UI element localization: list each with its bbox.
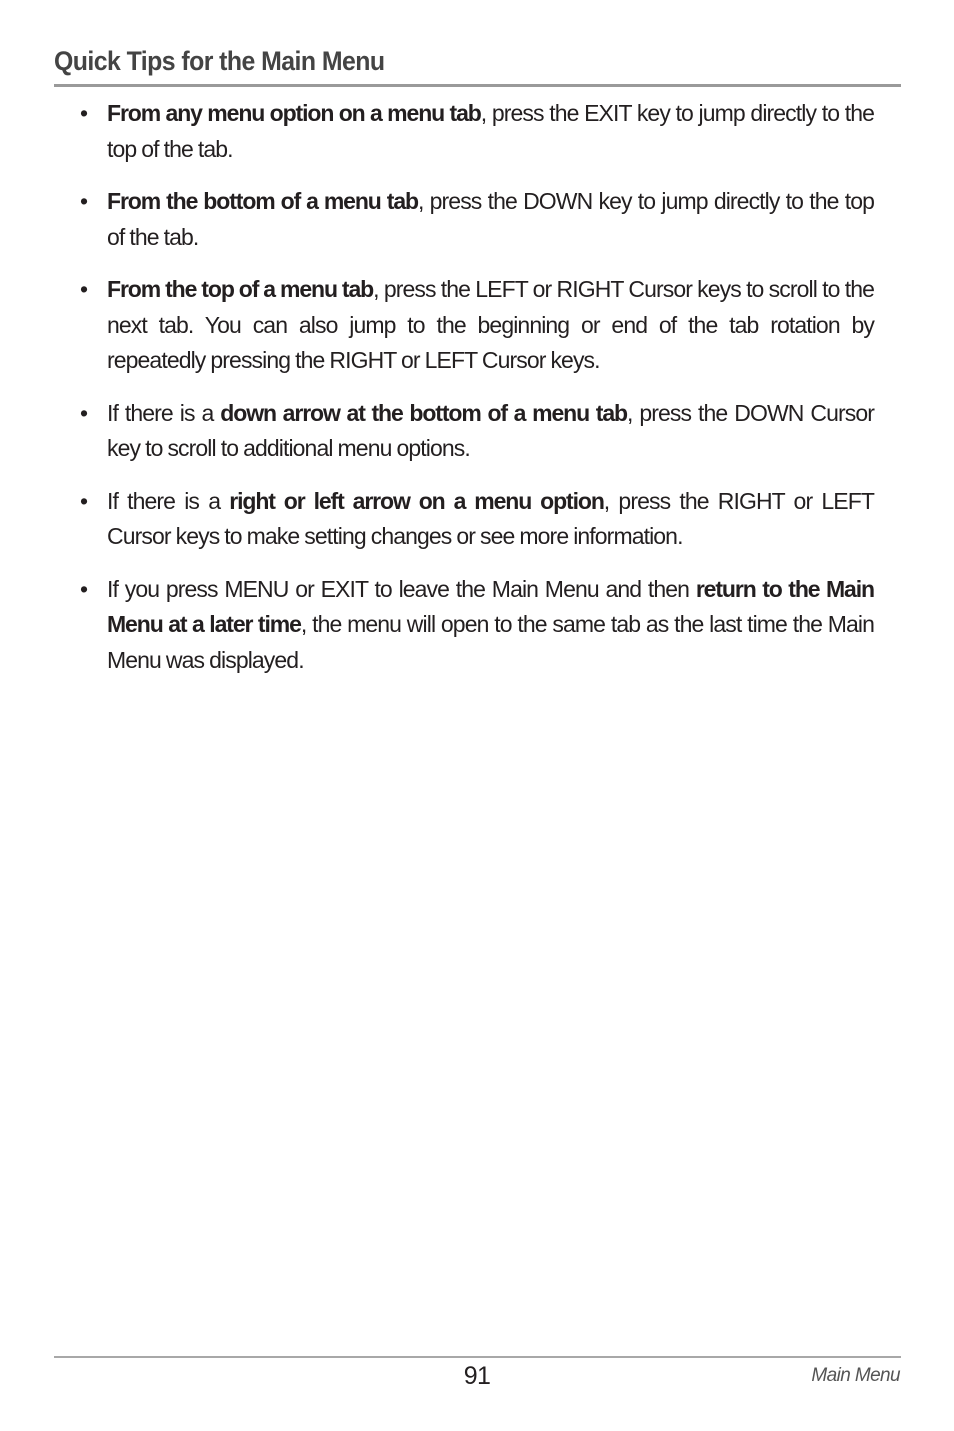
- title-divider: [54, 84, 901, 87]
- bullet: •: [80, 575, 88, 602]
- list-item: [80, 272, 874, 379]
- bullet: •: [80, 100, 88, 126]
- tip-text-before: If there is a: [107, 399, 221, 426]
- tip-emphasis: down arrow at the bottom of a menu tab: [220, 399, 627, 426]
- list-item: [80, 484, 874, 555]
- bullet: •: [80, 487, 88, 514]
- tip-text-after: , press the LEFT or RIGHT Cursor keys to scroll to the next tab. You can also jump to the beginning or end of the tab rotation by repeatedly pressing the RIGHT or LEFT Cursor keys.: [107, 276, 874, 373]
- tip-text-after: , the menu will open to the same tab as the last time the Main Menu was displayed.: [107, 611, 874, 673]
- list-item: [80, 396, 874, 467]
- list-item: [80, 184, 874, 255]
- bullet: •: [80, 188, 88, 214]
- footer-section-label: Main Menu: [811, 1365, 900, 1386]
- tip-text-after: , press the RIGHT or LEFT Cursor keys to make setting changes or see more information.: [107, 487, 874, 549]
- tip-text-after: , press the DOWN Cursor key to scroll to additional menu options.: [107, 399, 874, 461]
- tip-text-before: If you press MENU or EXIT to leave the Main Menu and then: [107, 575, 696, 602]
- tip-emphasis: From the top of a menu tab: [107, 276, 374, 302]
- tip-emphasis: right or left arrow on a menu option: [229, 487, 604, 514]
- tip-emphasis: return to the Main Menu at a later time: [107, 575, 874, 637]
- footer-divider: [54, 1356, 901, 1358]
- tip-emphasis: From the bottom of a menu tab: [107, 188, 418, 214]
- tip-emphasis: From any menu option on a menu tab: [107, 100, 481, 126]
- tip-text-after: , press the EXIT key to jump directly to the top of the tab.: [107, 100, 874, 162]
- tip-text-after: , press the DOWN key to jump directly to the top of the tab.: [107, 188, 874, 250]
- tip-text-before: If there is a: [107, 487, 230, 514]
- page-number: 91: [463, 1362, 491, 1390]
- tips-list: [80, 96, 874, 695]
- list-item: [80, 572, 874, 679]
- bullet: •: [80, 399, 88, 426]
- page-title: Quick Tips for the Main Menu: [54, 46, 385, 76]
- bullet: •: [80, 276, 88, 302]
- list-item: [80, 96, 874, 167]
